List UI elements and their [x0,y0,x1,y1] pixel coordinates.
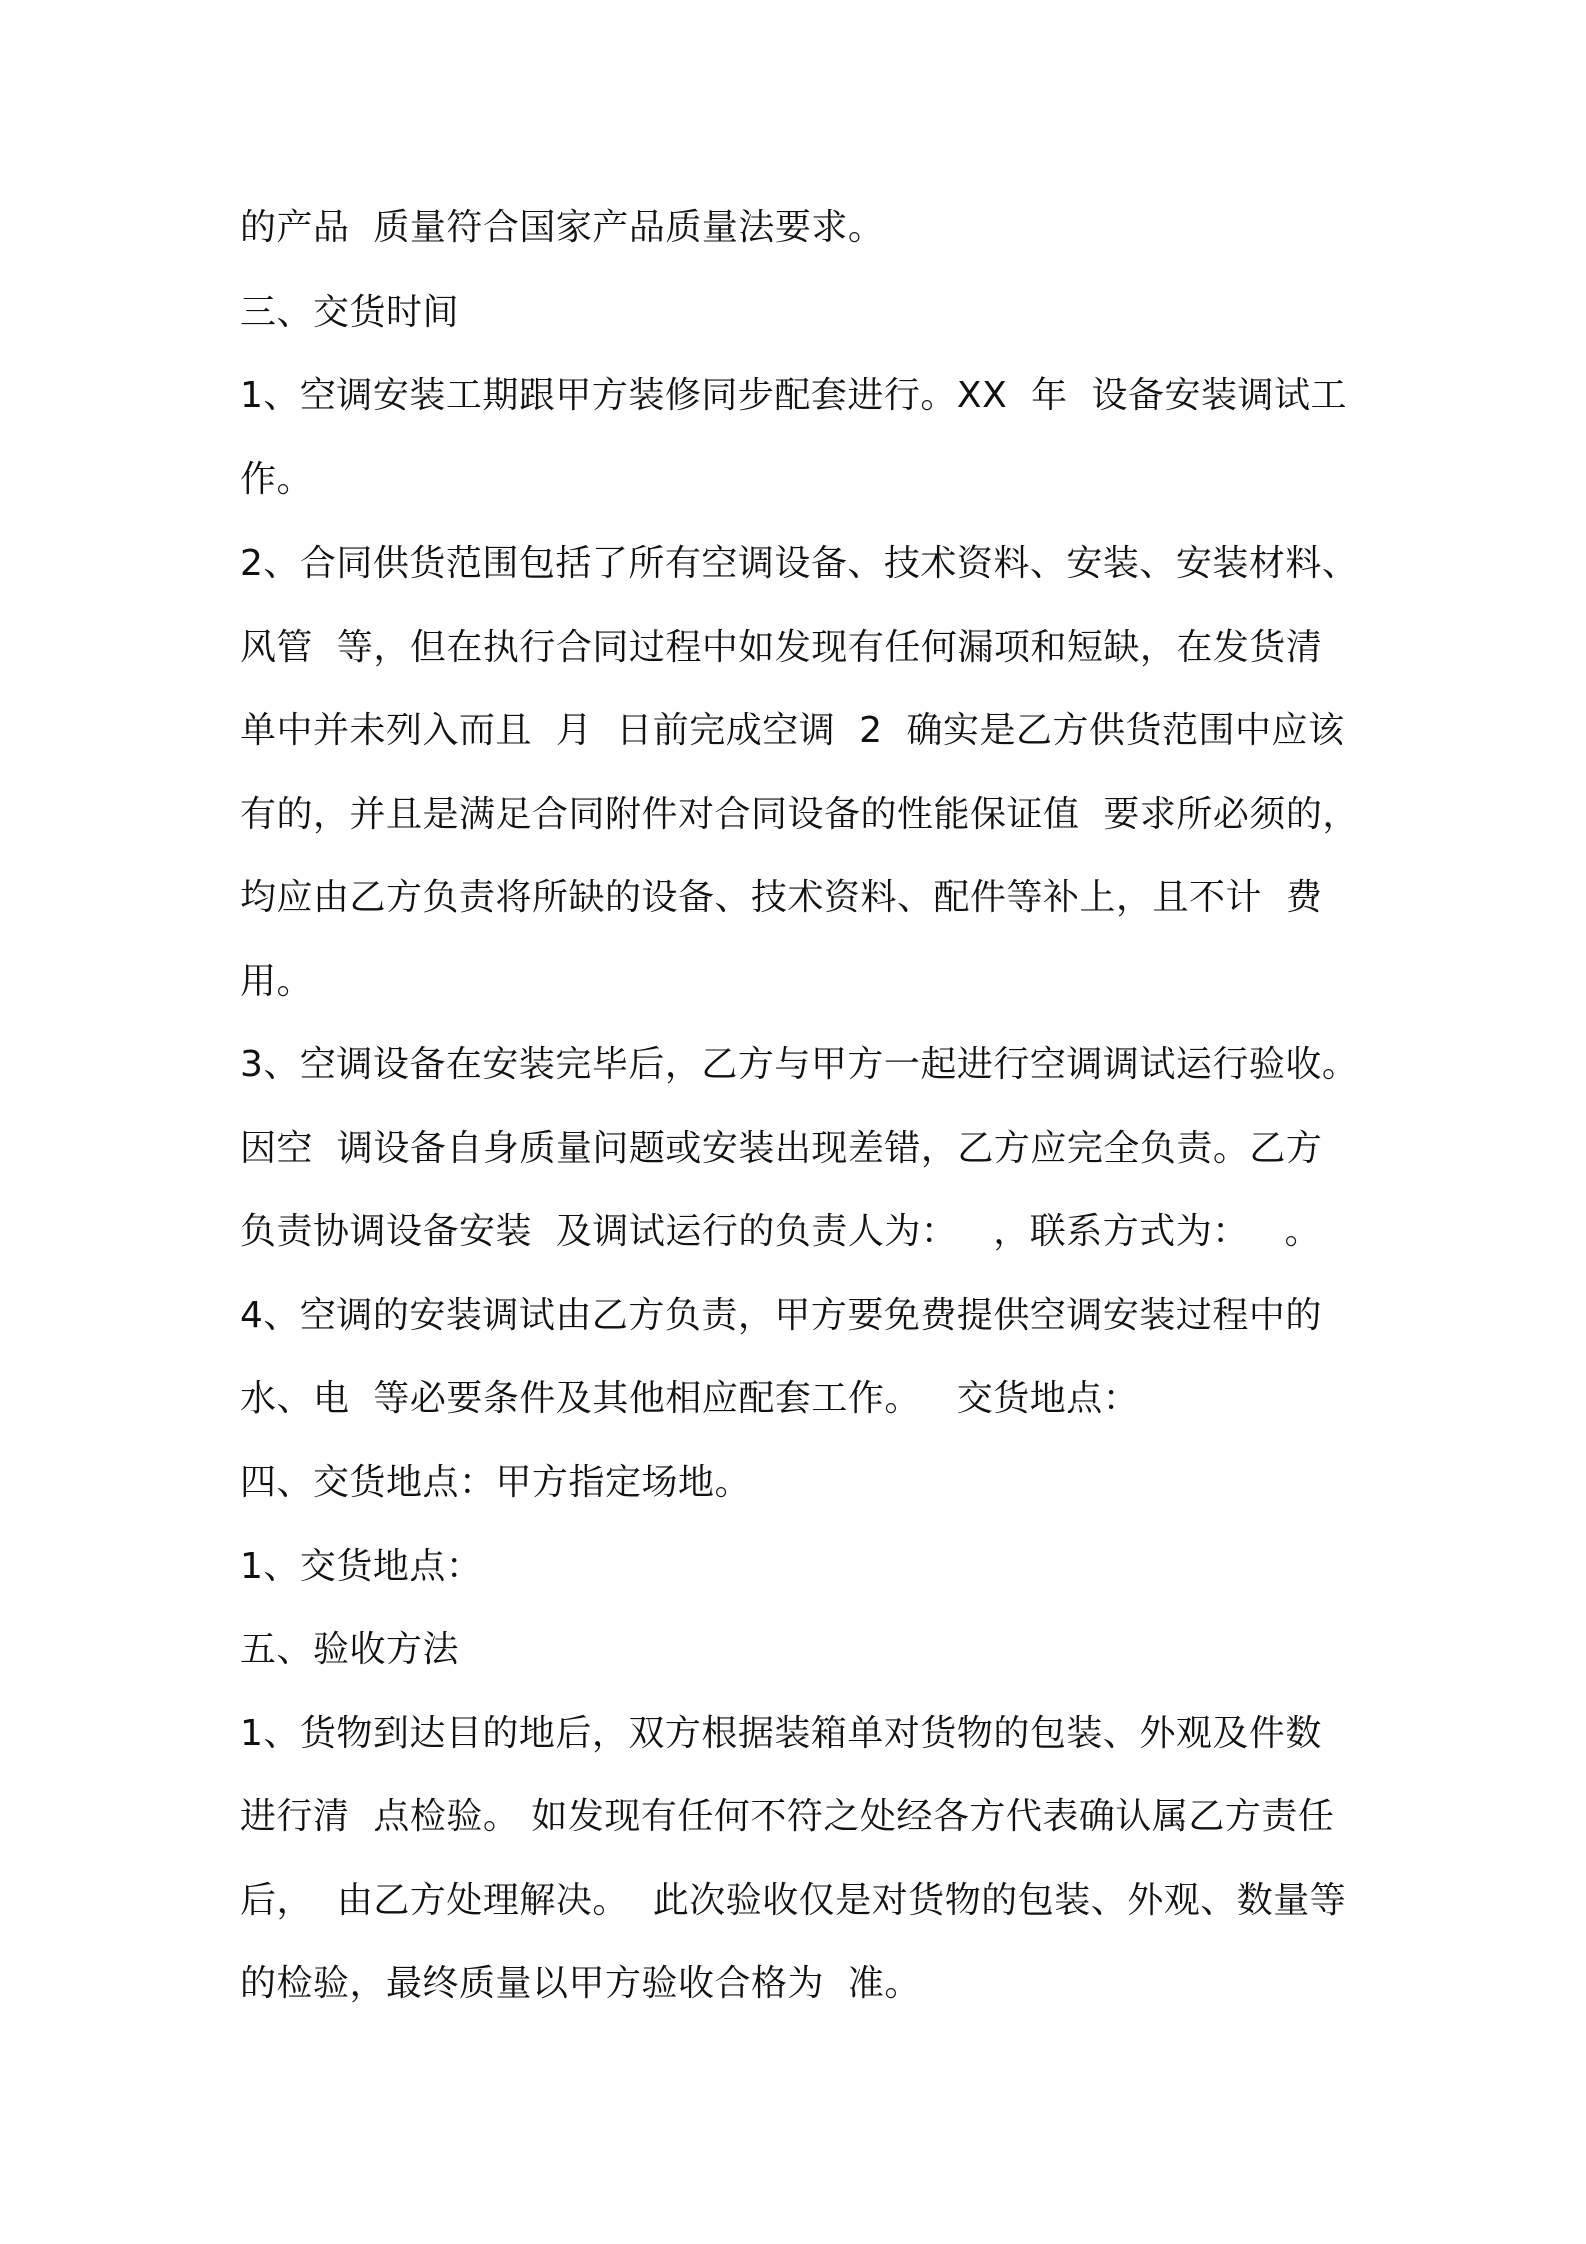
text-line-12: 因空 调设备自身质量问题或安装出现差错，乙方应完全负责。乙方 [240,1128,1323,1169]
section-heading-delivery-place: 四、交货地点：甲方指定场地。 [240,1462,752,1503]
text-line-9: 均应由乙方负责将所缺的设备、技术资料、配件等补上，且不计 费 [240,877,1323,918]
text-line-22: 的检验，最终质量以甲方验收合格为 准。 [240,1963,921,2004]
text-line-11: 3、空调设备在安装完毕后，乙方与甲方一起进行空调调试运行验收。 [240,1044,1359,1085]
text-line-4: 作。 [240,459,314,500]
text-line-1: 的产品 质量符合国家产品质量法要求。 [240,207,885,248]
section-heading-acceptance-method: 五、验收方法 [240,1629,460,1670]
text-line-15: 水、电 等必要条件及其他相应配套工作。 交货地点： [240,1378,1140,1419]
text-line-7: 单中并未列入而且 月 日前完成空调 2 确实是乙方供货范围中应该 [240,710,1345,751]
text-line-20: 进行清 点检验。 如发现有任何不符之处经各方代表确认属乙方责任 [240,1796,1335,1837]
text-line-5: 2、合同供货范围包括了所有空调设备、技术资料、安装、安装材料、 [240,543,1359,584]
text-line-14: 4、空调的安装调试由乙方负责，甲方要免费提供空调安装过程中的 [240,1295,1322,1336]
text-line-19: 1、货物到达目的地后，双方根据装箱单对货物的包装、外观及件数 [240,1713,1322,1754]
text-line-10: 用。 [240,961,314,1002]
text-line-21: 后， 由乙方处理解决。 此次验收仅是对货物的包装、外观、数量等 [240,1880,1347,1921]
text-line-8: 有的，并且是满足合同附件对合同设备的性能保证值 要求所必须的， [240,794,1359,835]
text-line-3: 1、空调安装工期跟甲方装修同步配套进行。XX 年 设备安装调试工 [240,375,1348,416]
text-line-17: 1、交货地点： [240,1546,483,1587]
text-line-13: 负责协调设备安装 及调试运行的负责人为： ，联系方式为： 。 [240,1211,1322,1252]
text-line-6: 风管 等，但在执行合同过程中如发现有任何漏项和短缺，在发货清 [240,627,1323,668]
section-heading-delivery-time: 三、交货时间 [240,292,460,333]
